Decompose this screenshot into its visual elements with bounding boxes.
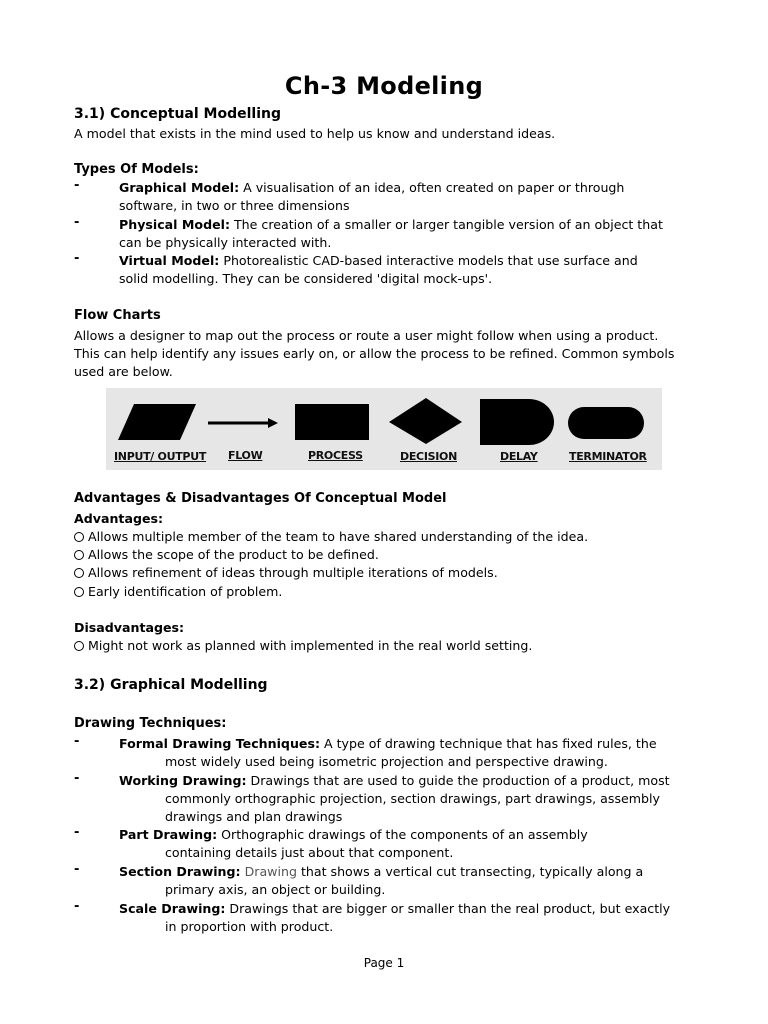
model-type-virtual-cont: solid modelling. They can be considered 'digital mock-ups'.: [119, 271, 493, 286]
desc: A visualisation of an idea, often created on paper or through: [239, 180, 625, 195]
label-decision: DECISION: [400, 450, 457, 463]
technique-working-cont: commonly orthographic projection, section drawings, part drawings, assembly: [165, 791, 660, 806]
term: Formal Drawing Techniques:: [119, 736, 320, 751]
bullet-dash: -: [74, 734, 80, 749]
circle-bullet-icon: [74, 587, 84, 597]
bullet-dash: -: [74, 825, 80, 840]
disadvantage-item: [74, 637, 714, 655]
technique-formal: [119, 735, 719, 753]
desc-highlight: Drawing: [240, 864, 297, 879]
page-number: Page 1: [363, 956, 405, 970]
technique-formal-cont: most widely used being isometric projection and perspective drawing.: [165, 754, 608, 769]
desc: A type of drawing technique that has fixed rules, the: [319, 736, 657, 751]
circle-bullet-icon: [74, 568, 84, 578]
bullet-dash: -: [74, 862, 80, 877]
term: Graphical Model:: [119, 180, 240, 195]
disadvantage-text: Might not work as planned with implemented in the real world setting.: [88, 638, 533, 653]
desc: Orthographic drawings of the components of an assembly: [217, 827, 588, 842]
circle-bullet-icon: [74, 641, 84, 651]
page-title: Ch-3 Modeling: [284, 72, 484, 100]
label-input-output: INPUT/ OUTPUT: [114, 450, 207, 463]
flow-arrow-head: [268, 418, 278, 428]
technique-section-cont: primary axis, an object or building.: [165, 882, 386, 897]
model-type-virtual: [119, 252, 719, 270]
input-output-symbol: [118, 404, 196, 440]
advantage-item: [74, 564, 714, 582]
bullet-dash: -: [74, 178, 80, 193]
flow-line-3: used are below.: [74, 364, 173, 379]
advantage-text: Allows multiple member of the team to have shared understanding of the idea.: [88, 529, 589, 544]
flow-line-2: This can help identify any issues early on, or allow the process to be refined. Common symbols: [74, 346, 675, 361]
label-delay: DELAY: [500, 450, 538, 463]
circle-bullet-icon: [74, 532, 84, 542]
term: Scale Drawing:: [119, 901, 226, 916]
circle-bullet-icon: [74, 550, 84, 560]
technique-scale-cont: in proportion with product.: [165, 919, 334, 934]
technique-section: [119, 863, 719, 881]
model-type-graphical-cont: software, in two or three dimensions: [119, 198, 350, 213]
advantage-text: Early identification of problem.: [88, 584, 283, 599]
desc: Photorealistic CAD-based interactive models that use surface and: [219, 253, 638, 268]
terminator-symbol: [568, 407, 644, 439]
term: Part Drawing:: [119, 827, 218, 842]
bullet-dash: -: [74, 771, 80, 786]
technique-scale: [119, 900, 719, 918]
advantage-item: [74, 546, 714, 564]
types-of-models-heading: Types Of Models:: [74, 162, 199, 177]
flow-charts-heading: Flow Charts: [74, 308, 161, 323]
label-flow: FLOW: [228, 449, 263, 462]
advantage-text: Allows refinement of ideas through multiple iterations of models.: [88, 565, 498, 580]
term: Working Drawing:: [119, 773, 247, 788]
adv-disadv-heading: Advantages & Disadvantages Of Conceptual Model: [74, 491, 447, 506]
model-type-physical: [119, 216, 719, 234]
technique-working-cont: drawings and plan drawings: [165, 809, 343, 824]
model-type-graphical: [119, 179, 719, 197]
bullet-dash: -: [74, 251, 80, 266]
desc: Drawings that are bigger or smaller than the real product, but exactly: [225, 901, 671, 916]
advantages-label: Advantages:: [74, 511, 164, 526]
bullet-dash: -: [74, 215, 80, 230]
term: Virtual Model:: [119, 253, 220, 268]
section-heading-conceptual-modelling: 3.1) Conceptual Modelling: [74, 106, 281, 122]
bullet-dash: -: [74, 899, 80, 914]
advantage-item: [74, 583, 714, 601]
label-terminator: TERMINATOR: [569, 450, 647, 463]
desc: The creation of a smaller or larger tangible version of an object that: [229, 217, 663, 232]
flow-line-1: Allows a designer to map out the process or route a user might follow when using a product.: [74, 328, 659, 343]
process-symbol: [295, 404, 369, 440]
conceptual-intro: A model that exists in the mind used to help us know and understand ideas.: [74, 126, 556, 141]
technique-part-cont: containing details just about that component.: [165, 845, 454, 860]
model-type-physical-cont: can be physically interacted with.: [119, 235, 332, 250]
term: Section Drawing:: [119, 864, 241, 879]
desc: that shows a vertical cut transecting, typically along a: [296, 864, 644, 879]
technique-part: [119, 826, 719, 844]
technique-working: [119, 772, 719, 790]
delay-symbol: [480, 399, 554, 445]
advantage-text: Allows the scope of the product to be defined.: [88, 547, 379, 562]
section-heading-graphical-modelling: 3.2) Graphical Modelling: [74, 677, 268, 693]
flowchart-symbols-figure: [106, 388, 662, 470]
term: Physical Model:: [119, 217, 230, 232]
advantage-item: [74, 528, 714, 546]
disadvantages-label: Disadvantages:: [74, 620, 185, 635]
drawing-techniques-heading: Drawing Techniques:: [74, 716, 227, 731]
decision-symbol: [389, 398, 462, 444]
desc: Drawings that are used to guide the production of a product, most: [246, 773, 670, 788]
label-process: PROCESS: [308, 449, 363, 462]
